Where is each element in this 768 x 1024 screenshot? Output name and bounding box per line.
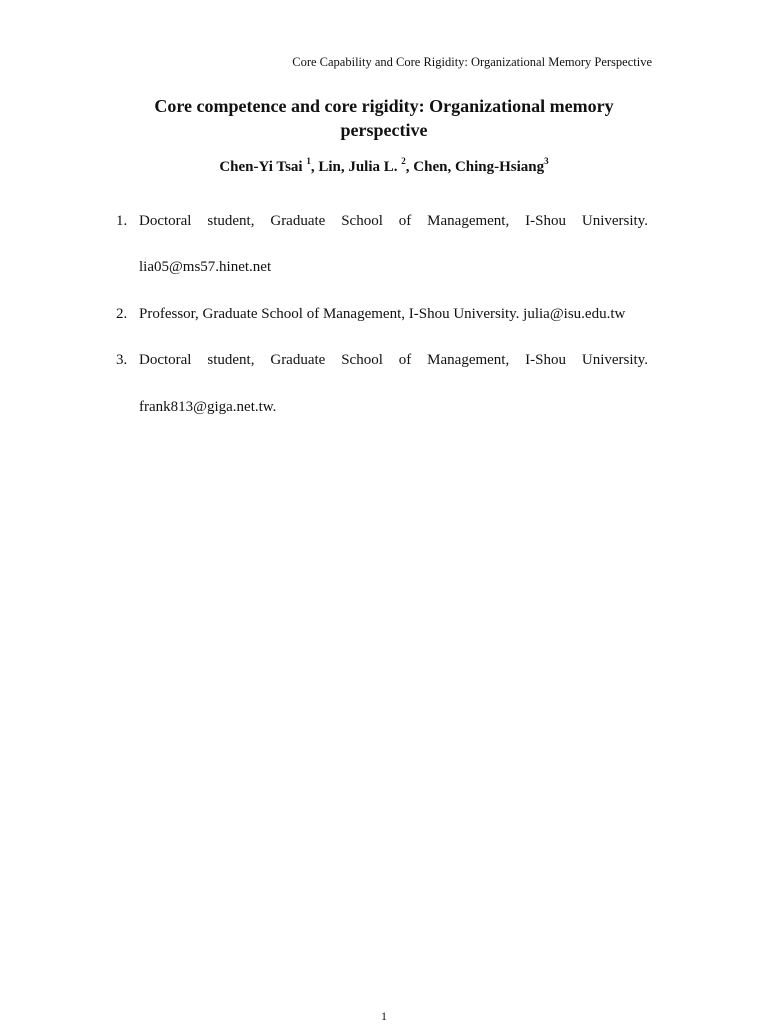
affiliation-3-word: School (341, 352, 383, 368)
affiliation-1-line-1 (139, 213, 648, 230)
affiliation-3-word: University. (581, 352, 648, 368)
affiliation-3-word: student, (207, 352, 255, 368)
affiliation-3-word: Graduate (270, 352, 326, 368)
affiliation-1-word: School (341, 213, 383, 229)
affiliation-1-email: lia05@ms57.hinet.net (139, 259, 272, 275)
title-line-1: Core competence and core rigidity: Organizational memory (154, 96, 614, 116)
page-number: 1 (381, 1009, 387, 1023)
affiliation-3-email: frank813@giga.net.tw. (139, 399, 277, 415)
affiliation-1-word: University. (581, 213, 648, 229)
running-header: Core Capability and Core Rigidity: Organizational Memory Perspective (292, 55, 652, 69)
affiliation-1-word: student, (207, 213, 255, 229)
affiliation-2-line-1: Professor, Graduate School of Management, I-Shou University. julia@isu.edu.tw (139, 306, 626, 322)
affiliation-3-word: Management, (427, 352, 510, 368)
affiliation-2-number: 2. (116, 306, 128, 322)
affiliation-1-word: I-Shou (525, 213, 566, 229)
affiliation-3-number: 3. (116, 352, 128, 368)
author-list (0, 156, 768, 176)
author-2-marker: 2 (401, 156, 406, 166)
author-1-marker: 1 (306, 156, 311, 166)
author-1: Chen-Yi Tsai (219, 159, 307, 175)
affiliation-1-word: Doctoral (139, 213, 192, 229)
affiliation-3-word: of (398, 352, 412, 368)
author-3-marker: 3 (544, 156, 549, 166)
affiliation-1-word: Graduate (270, 213, 326, 229)
author-2: , Lin, Julia L. (310, 159, 402, 175)
affiliation-3-line-1 (139, 352, 648, 369)
affiliation-1-word: Management, (427, 213, 510, 229)
affiliation-1-word: of (398, 213, 412, 229)
author-3: , Chen, Ching-Hsiang (405, 159, 545, 175)
affiliation-1-number: 1. (116, 213, 128, 229)
affiliation-3-word: I-Shou (525, 352, 566, 368)
paper-title (0, 94, 768, 142)
affiliation-3-word: Doctoral (139, 352, 192, 368)
title-line-2: perspective (340, 120, 428, 140)
